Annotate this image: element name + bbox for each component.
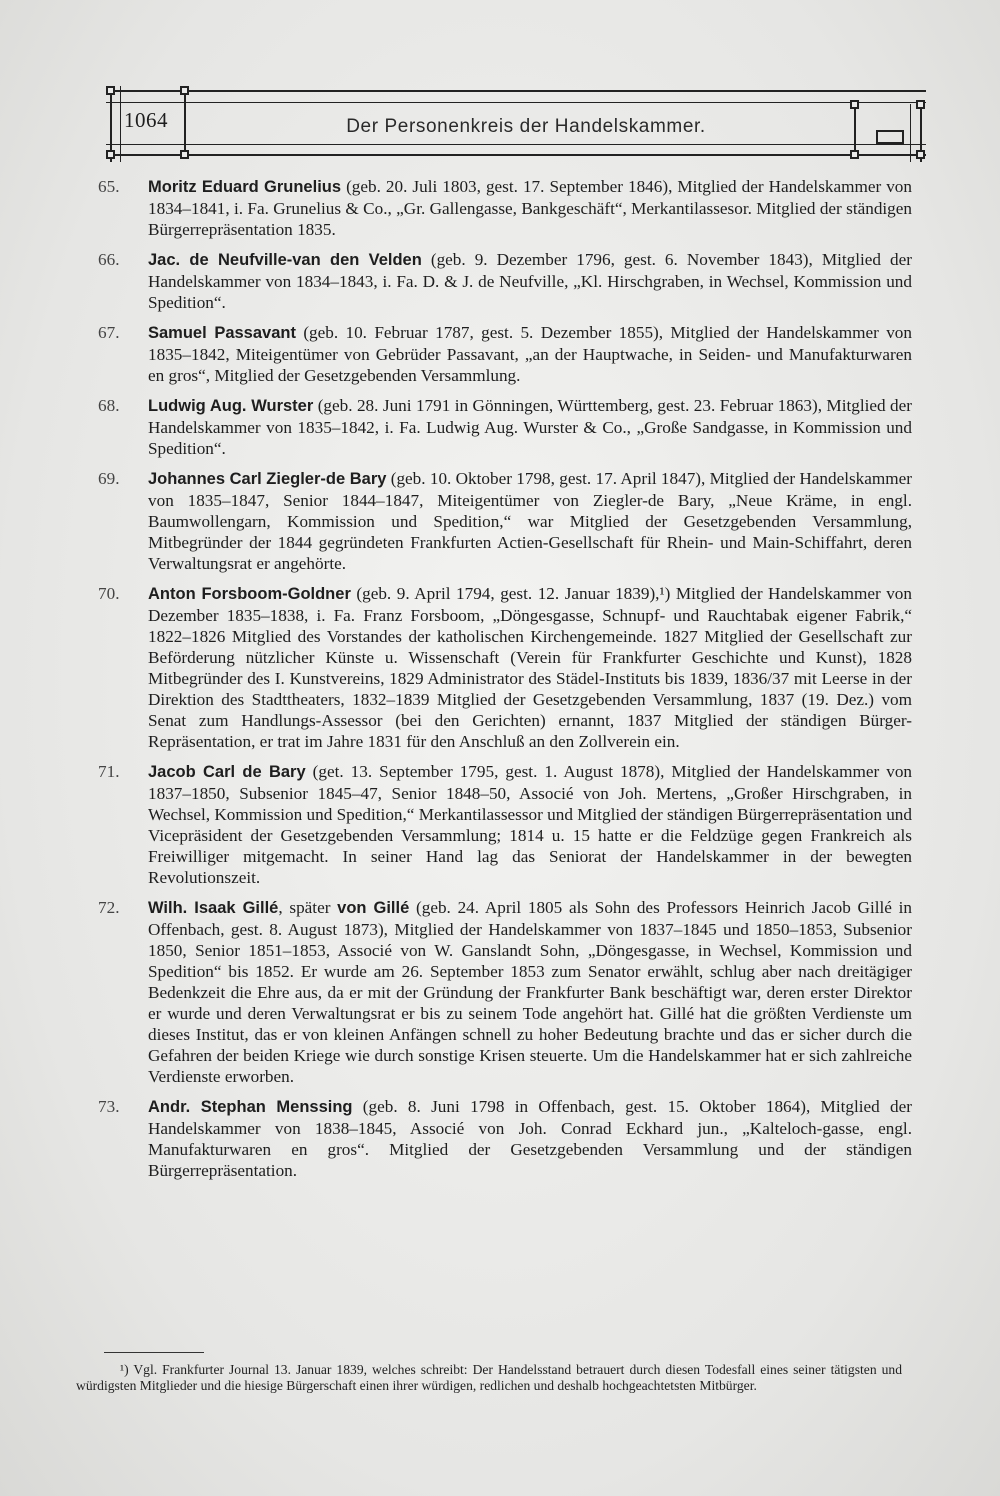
entry-text: (geb. 9. Dezember 1796, gest. 6. November 1843), Mitglied der Handelskammer von 1834–1843, i. Fa. D. & J. de Neufville, „Kl. Hirschgraben, in Wechsel, Kommission und Spedition“. xyxy=(148,250,912,312)
member-entry xyxy=(98,583,912,752)
header-rule-ornament-left xyxy=(854,104,856,156)
footnote xyxy=(76,1362,902,1394)
entry-number: 72. xyxy=(98,898,120,917)
member-name: Anton Forsboom-Goldner xyxy=(148,585,351,603)
entry-text-connector: , später xyxy=(278,898,338,917)
page-number: 1064 xyxy=(124,108,168,132)
member-entry xyxy=(98,249,912,313)
entry-text: (geb. 9. April 1794, gest. 12. Januar 1839),¹) Mitglied der Handelskammer von Dezember 1835–1838, i. Fa. Franz Forsboom, „Döngesgasse, Schnupf- und Rauchtabak eigener Fabrik,“ 1822–1826 Mitglied des Vorstandes der katholischen Kirchengemeinde. 1827 Mitglied der Gesellschaft zur Beförderung nützlicher Künste u. Wissenschaft (Verein für Frankfurter Geschichte und Kunst), 1828 Mitbegründer des I. Kunstvereins, 1829 Administrator des Städel-Instituts bis 1839, 1836/37 mit Leerse in der Direktion des Stadttheaters, 1832–1839 Mitglied der Gesetzgebenden Versammlung, 1837 (19. Dez.) vom Senat zum Handlungs-Assessor (bei den Gerichten) ernannt, 1837 Mitglied der ständigen Bürger-Repräsentation, er trat im Jahre 1831 für den Anschluß an den Zollverein ein. xyxy=(148,584,912,751)
header-rule-inner-bottom xyxy=(106,144,926,145)
entry-number: 73. xyxy=(98,1097,120,1116)
entry-text: (geb. 24. April 1805 als Sohn des Professors Heinrich Jacob Gillé in Offenbach, gest. 8. August 1873), Mitglied der Handelskammer von 1837–1845 und 1850–1853, Subsenior 1850, Senior 1851–1853, Associé von W. Ganslandt Sohn, „Döngesgasse, in Wechsel, Kommission und Spedition“ bis 1852. Er wurde am 26. September 1853 zum Senator erwählt, schlug aber nach dreitägiger Bedenkzeit die Ehre aus, da er mit der Gründung der Frankfurter Bank beschäftigt war, deren erster Direktor er wurde und deren Verwaltungsrat er bis zu seinem Tode angehört hat. Gillé hat die größten Verdienste um dieses Institut, das er von kleinen Anfängen schnell zu hoher Bedeutung brachte und das er sicher durch die Gefahren der beiden Kriege wie durch sonstige Krisen steuerte. Um die Handelskammer hat er sich zahlreiche Verdienste erworben. xyxy=(148,898,913,1086)
member-name: Johannes Carl Ziegler-de Bary xyxy=(148,470,387,488)
member-name: Wilh. Isaak Gillé xyxy=(148,899,279,917)
header-rule-number-divider xyxy=(184,90,186,156)
header-corner-ornament xyxy=(180,150,189,159)
header-rule-inner-left xyxy=(120,86,121,162)
running-title: Der Personenkreis der Handelskammer. xyxy=(346,116,706,137)
member-name: Moritz Eduard Grunelius xyxy=(148,178,342,196)
member-entry xyxy=(98,1096,912,1181)
entry-number: 68. xyxy=(98,396,120,415)
footnote-text: Der Handelsstand betrauert durch diesen Todesfall eines seiner tätigsten und würdigsten Mitglieder und die hiesige Bürgerschaft einen ihrer würdigen, redlichen und deshalb hochgeachtetsten Mitbürger. xyxy=(76,1362,903,1393)
entry-text: (geb. 10. Oktober 1798, gest. 17. April 1847), Mitglied der Handelskammer von 1835–1847, Senior 1844–1847, Miteigentümer von Ziegler-de Bary, „Neue Kräme, in engl. Baumwollengarn, Kommission und Spedition,“ war Mitglied der Gesetzgebenden Versammlung, Mitbegründer der 1844 gegründeten Frankfurten Actien-Gesellschaft für Rhein- und Main-Schiffahrt, deren Verwaltungsrat er angehörte. xyxy=(148,469,912,573)
entry-text: (geb. 8. Juni 1798 in Offenbach, gest. 15. Oktober 1864), Mitglied der Handelskammer von 1838–1845, Associé von Joh. Conrad Eckhard jun., „Kalteloch-gasse, engl. Manufakturwaren en gros“. Mitglied der Gesetzgebenden Versammlung und der ständigen Bürgerrepräsentation. xyxy=(148,1097,912,1180)
member-entry xyxy=(98,761,913,888)
header-rule-top xyxy=(106,90,926,92)
member-name: Jacob Carl de Bary xyxy=(148,763,306,781)
member-name: Jac. de Neufville-van den Velden xyxy=(148,251,422,269)
entry-text: (geb. 10. Februar 1787, gest. 5. Dezember 1855), Mitglied der Handelskammer von 1835–1842, Miteigentümer von Gebrüder Passavant, „an der Hauptwache, in Seiden- und Manufakturwaren en gros“, Mitglied der Gesetzgebenden Versammlung. xyxy=(148,323,912,385)
footnote-reference: ¹) Vgl. Frankfurter Journal 13. Januar 1839, welches schreibt: xyxy=(120,1362,468,1377)
header-corner-ornament xyxy=(106,86,115,95)
member-name: Ludwig Aug. Wurster xyxy=(148,397,314,415)
entry-number: 67. xyxy=(98,323,120,342)
header-corner-ornament xyxy=(850,100,859,109)
entry-number: 69. xyxy=(98,469,120,488)
member-entry xyxy=(98,897,913,1087)
page-header xyxy=(106,86,926,162)
entry-text: (geb. 28. Juni 1791 in Gönningen, Württemberg, gest. 23. Februar 1863), Mitglied der Handelskammer von 1835–1842, i. Fa. Ludwig Aug. Wurster & Co., „Große Sandgasse, in Kommission und Spedition“. xyxy=(148,396,912,458)
header-corner-ornament xyxy=(106,150,115,159)
header-ornament-box xyxy=(876,130,904,144)
header-corner-ornament xyxy=(180,86,189,95)
header-rule-ornament-right xyxy=(910,104,911,162)
member-name: Andr. Stephan Menssing xyxy=(148,1098,353,1116)
entry-number: 71. xyxy=(98,762,120,781)
member-entry xyxy=(98,322,912,386)
member-name-alt: von Gillé xyxy=(337,899,410,917)
member-entry xyxy=(98,176,912,240)
footnote-rule xyxy=(104,1352,204,1353)
entry-text: (geb. 20. Juli 1803, gest. 17. September 1846), Mitglied der Handelskammer von 1834–1841, i. Fa. Grunelius & Co., „Gr. Gallengasse, Bankgeschäft“, Merkantilassesor. Mitglied der ständigen Bürgerrepräsentation 1835. xyxy=(148,177,912,239)
entry-text: (get. 13. September 1795, gest. 1. August 1878), Mitglied der Handelskammer von 1837–1850, Subsenior 1845–47, Senior 1848–50, Associé von Joh. Mertens, „Großer Hirschgraben, in Wechsel, Kommission und Spedition,“ Merkantilassessor und Mitglied der ständigen Bürgerrepräsentation und Vicepräsident der Gesetzgebenden Versammlung; 1814 u. 15 hatte er die Feldzüge gegen Frankreich als Freiwilliger mitgemacht. In seiner Hand lag das Seniorat der Handelskammer in der bewegten Revolutionszeit. xyxy=(148,762,913,887)
member-entries xyxy=(98,176,913,1190)
header-corner-ornament xyxy=(916,100,925,109)
member-entry xyxy=(98,468,912,574)
member-entry xyxy=(98,395,912,459)
header-rule-inner-top xyxy=(106,102,926,103)
header-rule-bottom xyxy=(106,154,926,156)
header-corner-ornament xyxy=(916,150,925,159)
header-corner-ornament xyxy=(850,150,859,159)
entry-number: 66. xyxy=(98,250,120,269)
member-name: Samuel Passavant xyxy=(148,324,296,342)
entry-number: 70. xyxy=(98,584,120,603)
entry-number: 65. xyxy=(98,177,120,196)
